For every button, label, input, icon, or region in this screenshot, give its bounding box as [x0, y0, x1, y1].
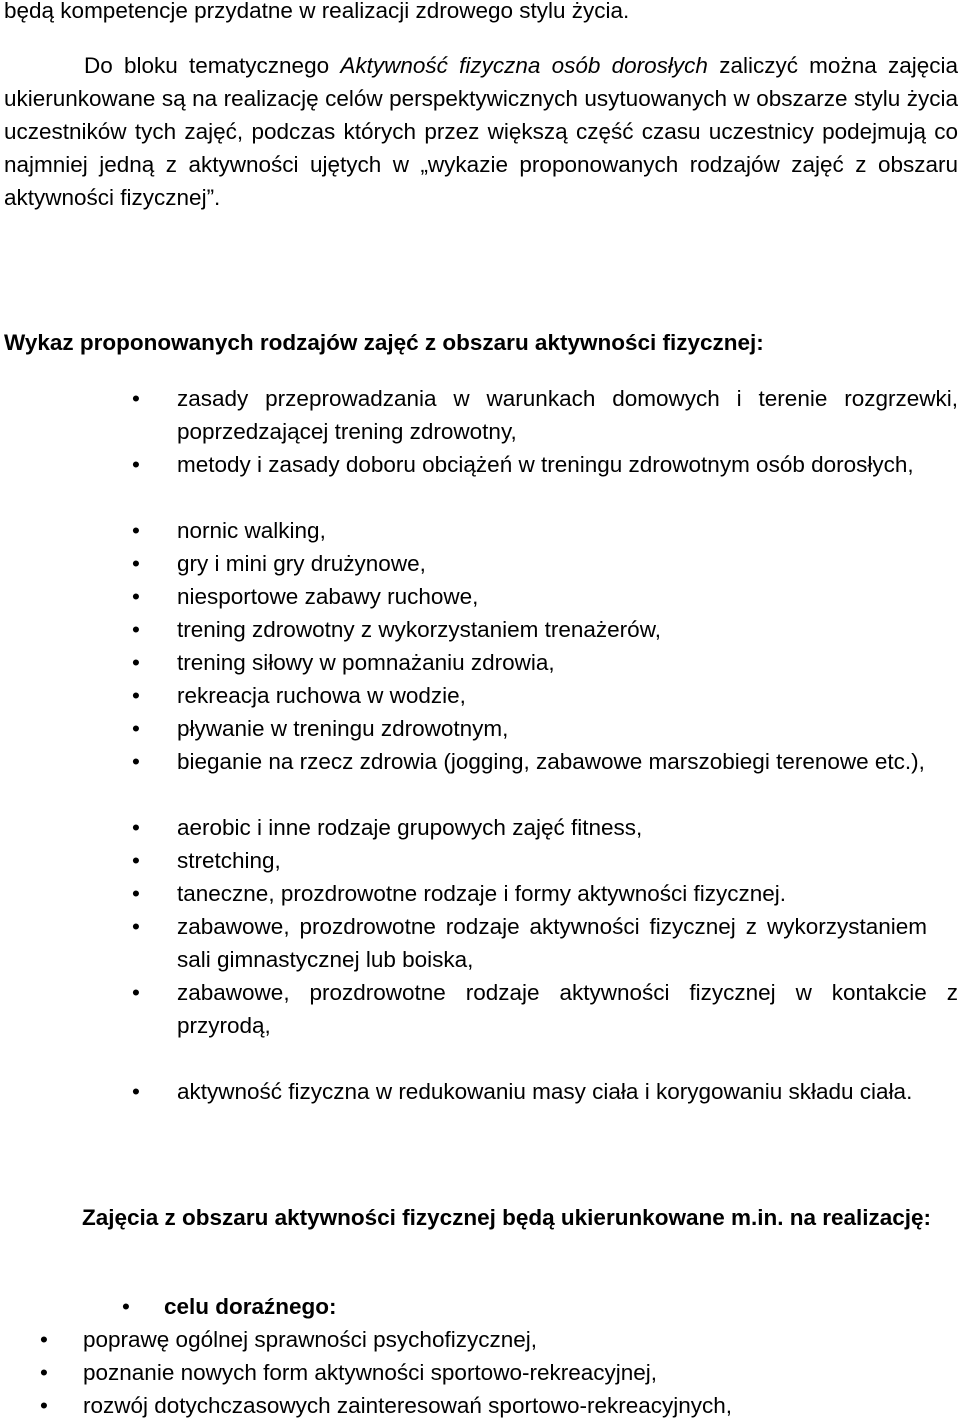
list-item-text: trening siłowy w pomnażaniu zdrowia,: [177, 650, 555, 675]
bullet-icon: •: [132, 617, 140, 642]
list-item-text: niesportowe zabawy ruchowe,: [177, 584, 479, 609]
bullet-icon: •: [132, 914, 140, 939]
list-item: [0, 712, 958, 745]
intro-first-line: będą kompetencje przydatne w realizacji zdrowego stylu życia.: [4, 0, 630, 23]
bullet-icon: •: [132, 650, 140, 675]
bullet-icon: •: [132, 815, 140, 840]
list-item-text: poprawę ogólnej sprawności psychofizycznej,: [83, 1327, 537, 1352]
list-item-text: rekreacja ruchowa w wodzie,: [177, 683, 466, 708]
bullet-icon: •: [40, 1360, 48, 1385]
bullet-icon: •: [132, 980, 140, 1005]
list-item-text: trening zdrowotny z wykorzystaniem trenażerów,: [177, 617, 661, 642]
list-item-text: rozwój dotychczasowych zainteresowań sportowo-rekreacyjnych,: [83, 1393, 733, 1418]
list-item: [0, 844, 958, 877]
list-item: [0, 679, 958, 712]
list-item-text: zabawowe, prozdrowotne rodzaje aktywności fizycznej z wykorzystaniem sali gimnastycznej lub boiska,: [177, 914, 927, 972]
intro-text-before: Do bloku tematycznego: [84, 53, 341, 78]
list-item-text: poznanie nowych form aktywności sportowo-rekreacyjnej,: [83, 1360, 658, 1385]
list-item: [0, 910, 927, 976]
list-item: [0, 547, 958, 580]
bullet-icon: •: [132, 749, 140, 774]
list-item: [0, 1323, 960, 1356]
bullet-icon: •: [132, 848, 140, 873]
bullet-icon: •: [132, 452, 140, 477]
bullet-icon: •: [132, 551, 140, 576]
list-item: [0, 646, 958, 679]
list-item: [0, 976, 958, 1075]
list-item-text: taneczne, prozdrowotne rodzaje i formy aktywności fizycznej.: [177, 881, 787, 906]
list-item-text: zabawowe, prozdrowotne rodzaje aktywności fizycznej w kontakcie z przyrodą,: [177, 980, 958, 1038]
section2-heading: Zajęcia z obszaru aktywności fizycznej będą ukierunkowane m.in. na realizację:: [82, 1205, 932, 1230]
bullet-icon: •: [40, 1327, 48, 1352]
section1-heading: Wykaz proponowanych rodzajów zajęć z obszaru aktywności fizycznej:: [4, 330, 764, 355]
goals-list: [0, 1323, 960, 1422]
list-item: [0, 382, 958, 448]
list-item-text: nornic walking,: [177, 518, 326, 543]
intro-text-after: zaliczyć można zajęcia ukierunkowane są na realizację celów perspektywicznych usytuowanych w obszarze stylu życia uczestników tych zajęć, podczas których przez większą część czasu uczestnicy podejmują co najmniej jedną z aktywności ujętych w „wykazie proponowanych rodzajów zajęć z obszaru aktywności fizycznej”.: [4, 53, 958, 210]
bullet-icon: •: [132, 716, 140, 741]
list-item: [0, 514, 958, 547]
bullet-icon: •: [132, 518, 140, 543]
list-item-text: stretching,: [177, 848, 281, 873]
list-item: [0, 580, 958, 613]
list-item-text: pływanie w treningu zdrowotnym,: [177, 716, 509, 741]
list-item: [0, 1075, 958, 1141]
list-item: [0, 745, 958, 811]
goal-subheading-list: [0, 1290, 960, 1323]
list-item-text: aerobic i inne rodzaje grupowych zajęć fitness,: [177, 815, 643, 840]
activities-list: [0, 382, 960, 1141]
bullet-icon: •: [132, 1079, 140, 1104]
list-item-text: zasady przeprowadzania w warunkach domowych i terenie rozgrzewki, poprzedzającej trening zdrowotny,: [177, 386, 958, 444]
intro-italic-title: Aktywność fizyczna osób dorosłych: [340, 53, 708, 78]
bullet-icon: •: [132, 881, 140, 906]
intro-paragraph: [4, 49, 958, 214]
bullet-icon: •: [132, 584, 140, 609]
list-item: [0, 1356, 960, 1389]
list-item-text: metody i zasady doboru obciążeń w treningu zdrowotnym osób dorosłych,: [177, 452, 914, 477]
goal-subheading: [0, 1290, 960, 1323]
list-item: [0, 448, 958, 514]
list-item-text: gry i mini gry drużynowe,: [177, 551, 426, 576]
bullet-icon: •: [132, 386, 140, 411]
list-item: [0, 877, 958, 910]
list-item: [0, 811, 958, 844]
list-item: [0, 613, 958, 646]
bullet-icon: •: [132, 683, 140, 708]
list-item-text: bieganie na rzecz zdrowia (jogging, zabawowe marszobiegi terenowe etc.),: [177, 749, 925, 774]
list-item-text: aktywność fizyczna w redukowaniu masy ciała i korygowaniu składu ciała.: [177, 1079, 913, 1104]
bullet-icon: •: [40, 1393, 48, 1418]
bullet-icon: •: [122, 1294, 130, 1319]
goal-subheading-text: celu doraźnego:: [164, 1294, 337, 1319]
list-item: [0, 1389, 960, 1422]
